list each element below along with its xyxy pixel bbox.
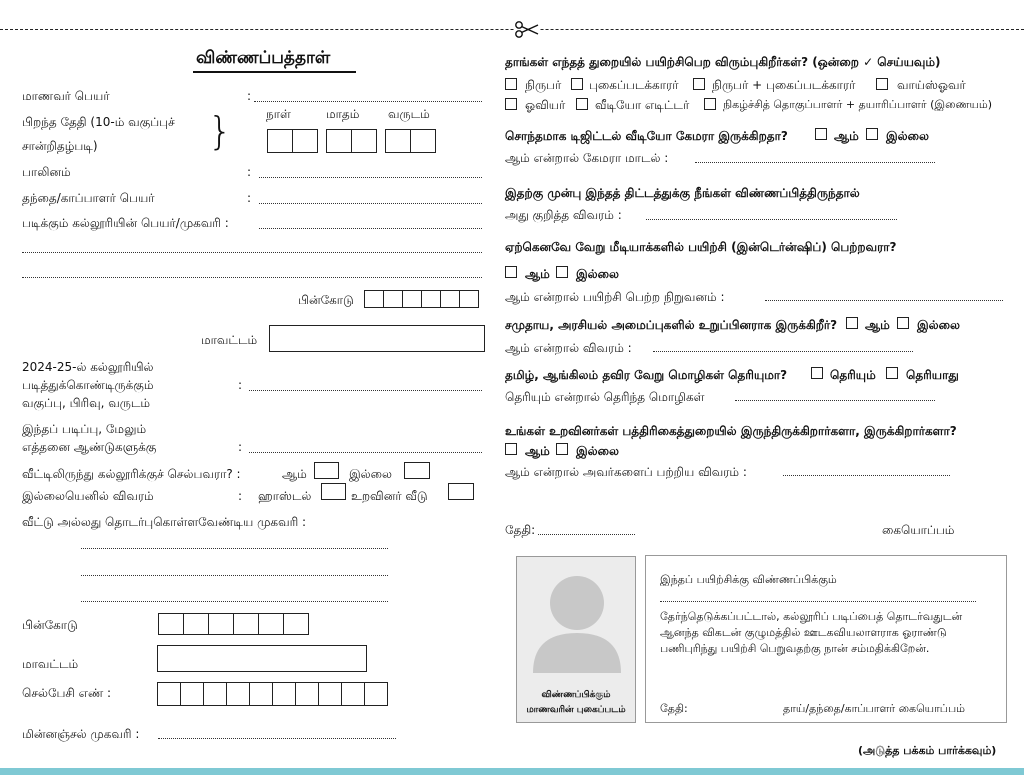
languages-known-label: தெரியும் என்றால் தெரிந்த மொழிகள்: [505, 390, 705, 404]
address-line3[interactable]: [81, 601, 388, 602]
training-field-question: தாங்கள் எந்தத் துறையில் பயிற்சிபெற விரும்புகிறீர்கள்? (ஒன்றை ✓ செய்யவும்): [505, 55, 941, 69]
relative-home-label: உறவினர் வீடு: [351, 489, 428, 503]
gender-field[interactable]: [259, 177, 482, 178]
day-label: நாள்: [266, 107, 291, 121]
colon: :: [238, 378, 243, 392]
reporter-option: நிருபர்: [525, 78, 562, 92]
hostel-label: ஹாஸ்டல்: [258, 489, 312, 503]
scissors-icon: [514, 21, 540, 38]
previous-application-question: இதற்கு முன்பு இந்தத் திட்டத்துக்கு நீங்கள் விண்ணப்பித்திருந்தால்: [505, 186, 860, 200]
relative-home-checkbox[interactable]: [448, 483, 474, 500]
languages-known-field[interactable]: [735, 400, 935, 401]
relatives-details-field[interactable]: [783, 475, 950, 476]
college-field-line2[interactable]: [22, 252, 482, 253]
internship-yes-label: ஆம்: [525, 267, 550, 281]
consent-line3: ஆனந்த விகடன் குழுமத்தில் ஊடகவியலாளராக ஓராண்டு: [660, 626, 947, 639]
commute-yes-label: ஆம்: [282, 467, 307, 481]
internship-org-label: ஆம் என்றால் பயிற்சி பெற்ற நிறுவனம் :: [505, 290, 725, 304]
camera-yes-checkbox[interactable]: [815, 128, 827, 140]
college-district-input[interactable]: [269, 325, 485, 352]
consent-date-label: தேதி:: [660, 702, 688, 715]
duration-question-line1: இந்தப் படிப்பு, மேலும்: [22, 422, 147, 436]
membership-yes-label: ஆம்: [865, 318, 890, 332]
hostel-checkbox[interactable]: [321, 483, 346, 500]
class-year-field[interactable]: [249, 390, 482, 391]
year-question-line1: 2024-25-ல் கல்லூரியில்: [22, 360, 154, 374]
camera-question: சொந்தமாக டிஜிட்டல் வீடியோ கேமரா இருக்கிறதா?: [505, 129, 788, 143]
person-silhouette-icon: [529, 573, 625, 673]
internship-yes-checkbox[interactable]: [505, 266, 517, 278]
reporter-checkbox[interactable]: [505, 78, 517, 90]
membership-no-checkbox[interactable]: [897, 317, 909, 329]
membership-details-label: ஆம் என்றால் விவரம் :: [505, 341, 632, 355]
internship-no-label: இல்லை: [576, 267, 619, 281]
mobile-number-boxes[interactable]: [157, 682, 388, 706]
relatives-yes-label: ஆம்: [525, 444, 550, 458]
else-details-label: இல்லையெனில் விவரம்: [22, 489, 154, 503]
home-pincode-boxes[interactable]: [158, 613, 309, 635]
home-district-input[interactable]: [157, 645, 367, 672]
dob-label-line1: பிறந்த தேதி (10-ம் வகுப்புச்: [22, 115, 175, 129]
camera-no-checkbox[interactable]: [866, 128, 878, 140]
commute-no-label: இல்லை: [349, 467, 392, 481]
year-question-line2: படித்துக்கொண்டிருக்கும்: [22, 378, 154, 392]
email-label: மின்னஞ்சல் முகவரி :: [22, 727, 140, 741]
voiceover-checkbox[interactable]: [876, 78, 888, 90]
consent-line1: இந்தப் பயிற்சிக்கு விண்ணப்பிக்கும்: [660, 573, 837, 586]
gender-label: பாலினம்: [22, 165, 71, 179]
address-label: வீட்டு அல்லது தொடர்புகொள்ளவேண்டிய முகவரி :: [22, 515, 307, 529]
colon: :: [238, 489, 243, 503]
membership-yes-checkbox[interactable]: [846, 317, 858, 329]
commute-question: வீட்டிலிருந்து கல்லூரிக்குச் செல்பவரா? :: [22, 467, 241, 481]
internship-org-field[interactable]: [765, 300, 1003, 301]
signature-label: கையொப்பம்: [882, 523, 955, 537]
commute-no-checkbox[interactable]: [404, 462, 430, 479]
relatives-details-label: ஆம் என்றால் அவர்களைப் பற்றிய விவரம் :: [505, 465, 747, 479]
year-question-line3: வகுப்பு, பிரிவு, வருடம்: [22, 396, 151, 410]
camera-yes-label: ஆம்: [834, 129, 859, 143]
college-label: படிக்கும் கல்லூரியின் பெயர்/முகவரி :: [22, 216, 229, 230]
membership-no-label: இல்லை: [917, 318, 960, 332]
mobile-label: செல்பேசி எண் :: [22, 686, 112, 700]
next-page-note: (அடுத்த பக்கம் பார்க்கவும்): [858, 744, 997, 757]
colon: :: [247, 165, 252, 179]
colon: :: [238, 440, 243, 454]
student-name-field[interactable]: [254, 101, 482, 102]
consent-name-field[interactable]: [660, 601, 976, 602]
previous-application-label: அது குறித்த விவரம் :: [505, 208, 622, 222]
artist-option: ஓவியர்: [525, 98, 566, 112]
date-label: தேதி:: [505, 523, 536, 537]
languages-yes-checkbox[interactable]: [811, 367, 823, 379]
reporter-photographer-option: நிருபர் + புகைப்படக்காரர்: [712, 78, 856, 92]
year-label: வருடம்: [388, 107, 430, 121]
district2-label: மாவட்டம்: [22, 657, 79, 671]
college-field-line3[interactable]: [22, 277, 482, 278]
consent-line4: பணிபுரிந்து பயிற்சி பெறுவதற்கு நான் சம்மதிக்கிறேன்.: [660, 642, 930, 655]
reporter-photographer-checkbox[interactable]: [693, 78, 705, 90]
photographer-option: புகைப்படக்காரர்: [589, 78, 679, 92]
languages-question: தமிழ், ஆங்கிலம் தவிர வேறு மொழிகள் தெரியுமா?: [505, 368, 788, 382]
dob-year-boxes[interactable]: [385, 129, 436, 153]
cut-line: [0, 29, 1024, 30]
commute-yes-checkbox[interactable]: [314, 462, 339, 479]
camera-no-label: இல்லை: [886, 129, 929, 143]
previous-application-field[interactable]: [646, 219, 897, 220]
brace: }: [208, 109, 233, 153]
membership-question: சமுதாய, அரசியல் அமைப்புகளில் உறுப்பினராக இருக்கிறீர்?: [505, 318, 838, 332]
internship-question: ஏற்கெனவே வேறு மீடியாக்களில் பயிற்சி (இன்டெர்ன்ஷிப்) பெற்றவரா?: [505, 240, 897, 254]
parent-signature-label: தாய்/தந்தை/காப்பாளர் கையொப்பம்: [783, 702, 966, 715]
relatives-yes-checkbox[interactable]: [505, 443, 517, 455]
address-line1[interactable]: [81, 548, 388, 549]
colon: :: [247, 191, 252, 205]
address-line2[interactable]: [81, 575, 388, 576]
duration-question-line2: எத்தனை ஆண்டுகளுக்கு: [22, 440, 157, 454]
video-editor-option: வீடியோ எடிட்டர்: [595, 98, 690, 112]
languages-no-label: தெரியாது: [906, 368, 959, 382]
relatives-question: உங்கள் உறவினர்கள் பத்திரிகைத்துறையில் இருந்திருக்கிறார்களா, இருக்கிறார்களா?: [505, 424, 957, 438]
month-label: மாதம்: [326, 107, 360, 121]
dob-label-line2: சான்றிதழ்படி): [22, 139, 98, 153]
relatives-no-checkbox[interactable]: [556, 443, 568, 455]
date-field[interactable]: [538, 534, 635, 535]
college-pincode-boxes[interactable]: [364, 290, 479, 308]
duration-field[interactable]: [249, 452, 482, 453]
photo-caption-2: மாணவரின் புகைப்படம்: [526, 705, 626, 715]
relatives-no-label: இல்லை: [576, 444, 619, 458]
form-title: விண்ணப்பத்தாள்: [196, 48, 331, 68]
district-label: மாவட்டம்: [201, 333, 258, 347]
guardian-field[interactable]: [259, 203, 482, 204]
guardian-label: தந்தை/காப்பாளர் பெயர்: [22, 191, 155, 205]
languages-no-checkbox[interactable]: [886, 367, 898, 379]
camera-model-field[interactable]: [695, 162, 935, 163]
anchor-producer-checkbox[interactable]: [704, 98, 716, 110]
dob-month-boxes[interactable]: [326, 129, 377, 153]
college-field[interactable]: [259, 228, 482, 229]
membership-details-field[interactable]: [653, 351, 913, 352]
anchor-producer-option: நிகழ்ச்சித் தொகுப்பாளர் + தயாரிப்பாளர் (இணையம்): [723, 98, 993, 111]
email-field[interactable]: [158, 738, 396, 739]
artist-checkbox[interactable]: [505, 98, 517, 110]
internship-no-checkbox[interactable]: [556, 266, 568, 278]
dob-day-boxes[interactable]: [267, 129, 318, 153]
voiceover-option: வாய்ஸ்ஓவர்: [897, 78, 966, 92]
photographer-checkbox[interactable]: [571, 78, 583, 90]
photo-box[interactable]: [516, 556, 636, 723]
camera-model-label: ஆம் என்றால் கேமரா மாடல் :: [505, 151, 669, 165]
student-name-label: மாணவர் பெயர்: [22, 89, 110, 103]
video-editor-checkbox[interactable]: [576, 98, 588, 110]
pincode-label: பின்கோடு: [298, 293, 354, 307]
pincode2-label: பின்கோடு: [22, 618, 78, 632]
consent-line2: தேர்ந்தெடுக்கப்பட்டால், கல்லூரிப் படிப்பைத் தொடர்வதுடன்: [660, 610, 963, 623]
photo-caption-1: விண்ணப்பிக்கும்: [541, 690, 611, 700]
title-underline: [193, 71, 356, 73]
languages-yes-label: தெரியும்: [830, 368, 876, 382]
colon: :: [247, 89, 252, 103]
